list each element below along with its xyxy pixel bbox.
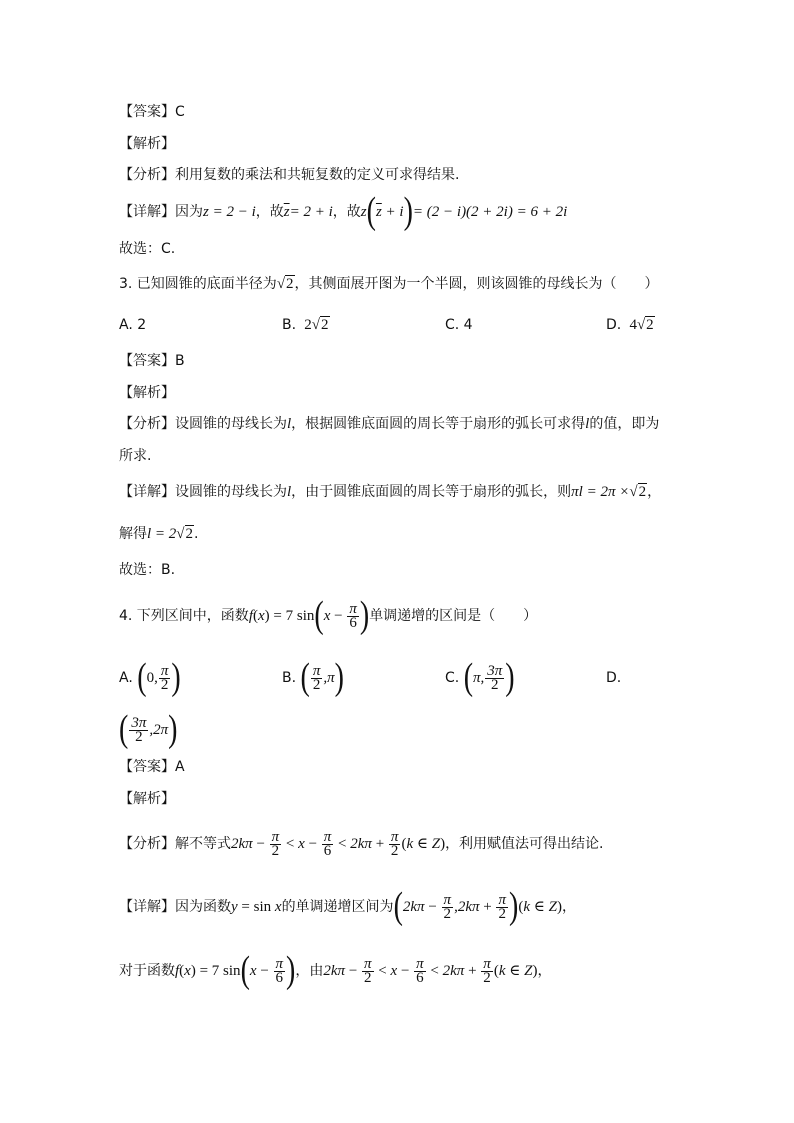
q3-stem: 3. 已知圆锥的底面半径为√2，其侧面展开图为一个半圆，则该圆锥的母线长为（ ） xyxy=(119,276,659,292)
q3-option-c: C. 4 xyxy=(445,317,473,333)
q2-answer: 【答案】C xyxy=(119,104,185,120)
q4-jiexi: 【解析】 xyxy=(119,791,175,807)
q3-option-b: B. 2√2 xyxy=(282,317,329,333)
q3-fenxi: 【分析】设圆锥的母线长为l，根据圆锥底面圆的周长等于扇形的弧长可求得l的值，即为 xyxy=(119,416,660,432)
q3-option-a: A. 2 xyxy=(119,317,147,333)
q2-detail: 【详解】因为z = 2 − i，故$\overline{z}= 2 + i$，故$z(\overline{z} + i)= (2 - i)(2 + 2i) = 6 + 2i$ xyxy=(119,190,568,233)
q4-detail-line2: 对于函数f(x) = 7 sin(x − $\frac{\pi}{6}$ )，由2kπ − $\frac{\pi}{2}$ < x − $\frac{\pi}{6}$ < 2kπ + $\frac{\pi}{2}$ (k ∈ Z)， xyxy=(119,949,552,992)
q4-detail: 【详解】因为函数y = sin x的单调递增区间为(2kπ − $\frac{\pi}{2}$ ,2kπ + $\frac{\pi}{2}$ )(k ∈ Z)， xyxy=(119,885,576,928)
q4-option-b: B. ( $\frac{\pi}{2}$ ,π) xyxy=(282,656,344,699)
q4-answer: 【答案】A xyxy=(119,759,185,775)
q2-choose: 故选：C. xyxy=(119,241,176,257)
q4-option-d-interval: ( $\frac{3\pi}{2}$ ,2π) xyxy=(119,708,178,751)
q3-option-d: D. 4√2 xyxy=(606,317,654,333)
q2-jiexi: 【解析】 xyxy=(119,136,175,152)
q4-option-d: D. xyxy=(606,670,622,686)
q3-jiexi: 【解析】 xyxy=(119,385,175,401)
q4-option-a: A. (0, $\frac{\pi}{2}$ ) xyxy=(119,656,181,699)
q3-choose: 故选：B. xyxy=(119,562,176,578)
q3-detail: 【详解】设圆锥的母线长为l，由于圆锥底面圆的周长等于扇形的弧长，则πl = 2π ×√2， xyxy=(119,484,662,500)
q3-fenxi-line2: 所求. xyxy=(119,448,152,464)
q4-stem: 4. 下列区间中，函数f(x) = 7 sin(x − $\frac{\pi}{6}$ )单调递增的区间是（ ） xyxy=(119,594,538,637)
q2-fenxi: 【分析】利用复数的乘法和共轭复数的定义可求得结果. xyxy=(119,167,460,183)
q4-option-c: C. (π, $\frac{3\pi}{2}$ ) xyxy=(445,656,515,699)
q3-answer: 【答案】B xyxy=(119,353,185,369)
q3-detail-line2: 解得l = 2√2. xyxy=(119,526,199,542)
q4-fenxi: 【分析】解不等式2kπ − $\frac{\pi}{2}$ < x − $\frac{\pi}{6}$ < 2kπ + $\frac{\pi}{2}$ (k ∈ Z)，利用赋值法可得出结论. xyxy=(119,828,604,859)
